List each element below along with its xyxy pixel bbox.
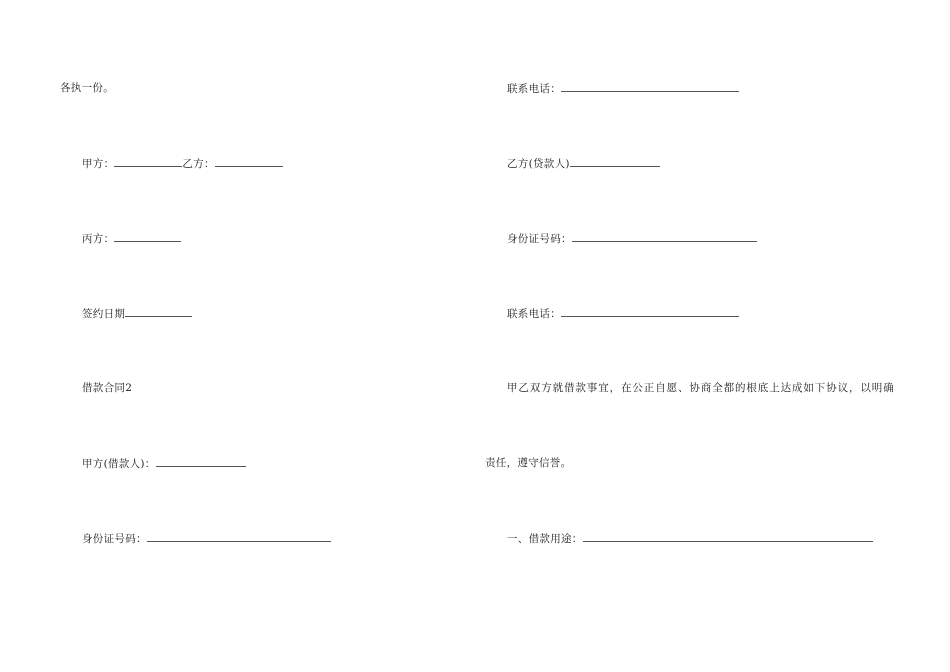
lender-label: 乙方(贷款人) bbox=[507, 158, 570, 170]
loan-purpose-line bbox=[507, 531, 873, 546]
contract-title bbox=[82, 381, 132, 395]
signing-date-line bbox=[82, 306, 192, 321]
borrower-id-line bbox=[82, 531, 331, 546]
party-c-blank[interactable] bbox=[114, 231, 181, 242]
agreement-text-1: 甲乙双方就借款事宜，在公正自愿、协商全都的根底上达成如下协议，以明确 bbox=[507, 382, 895, 394]
party-b-blank[interactable] bbox=[215, 156, 283, 167]
party-a-blank[interactable] bbox=[114, 156, 182, 167]
borrower-line bbox=[82, 456, 246, 471]
lender-id-blank[interactable] bbox=[572, 231, 757, 242]
closing-text: 各执一份。 bbox=[60, 82, 114, 94]
lender-phone-label: 联系电话： bbox=[507, 308, 561, 320]
contract-title-text: 借款合同2 bbox=[82, 382, 133, 394]
loan-purpose-label: 一、借款用途： bbox=[507, 533, 583, 545]
borrower-label: 甲方(借款人)： bbox=[82, 458, 156, 470]
borrower-phone-line bbox=[507, 81, 739, 96]
agreement-paragraph-line-1 bbox=[507, 381, 895, 395]
lender-blank[interactable] bbox=[570, 156, 660, 167]
agreement-text-2: 责任，遵守信誉。 bbox=[485, 457, 572, 469]
borrower-phone-blank[interactable] bbox=[561, 81, 739, 92]
agreement-paragraph-line-2 bbox=[485, 456, 571, 470]
lender-phone-blank[interactable] bbox=[561, 306, 739, 317]
lender-phone-line bbox=[507, 306, 739, 321]
borrower-id-blank[interactable] bbox=[147, 531, 331, 542]
party-a-b-line bbox=[82, 156, 283, 171]
loan-purpose-blank[interactable] bbox=[583, 531, 873, 542]
party-c-label: 丙方： bbox=[82, 233, 115, 245]
text-line bbox=[60, 81, 114, 95]
lender-id-line bbox=[507, 231, 757, 246]
signing-date-blank[interactable] bbox=[125, 306, 192, 317]
party-c-line bbox=[82, 231, 181, 246]
borrower-id-label: 身份证号码： bbox=[82, 533, 147, 545]
borrower-blank[interactable] bbox=[156, 456, 246, 467]
lender-id-label: 身份证号码： bbox=[507, 233, 572, 245]
party-a-label: 甲方： bbox=[82, 158, 115, 170]
borrower-phone-label: 联系电话： bbox=[507, 83, 561, 95]
signing-date-label: 签约日期 bbox=[82, 308, 126, 320]
party-b-label: 乙方： bbox=[182, 158, 215, 170]
lender-line bbox=[507, 156, 660, 171]
